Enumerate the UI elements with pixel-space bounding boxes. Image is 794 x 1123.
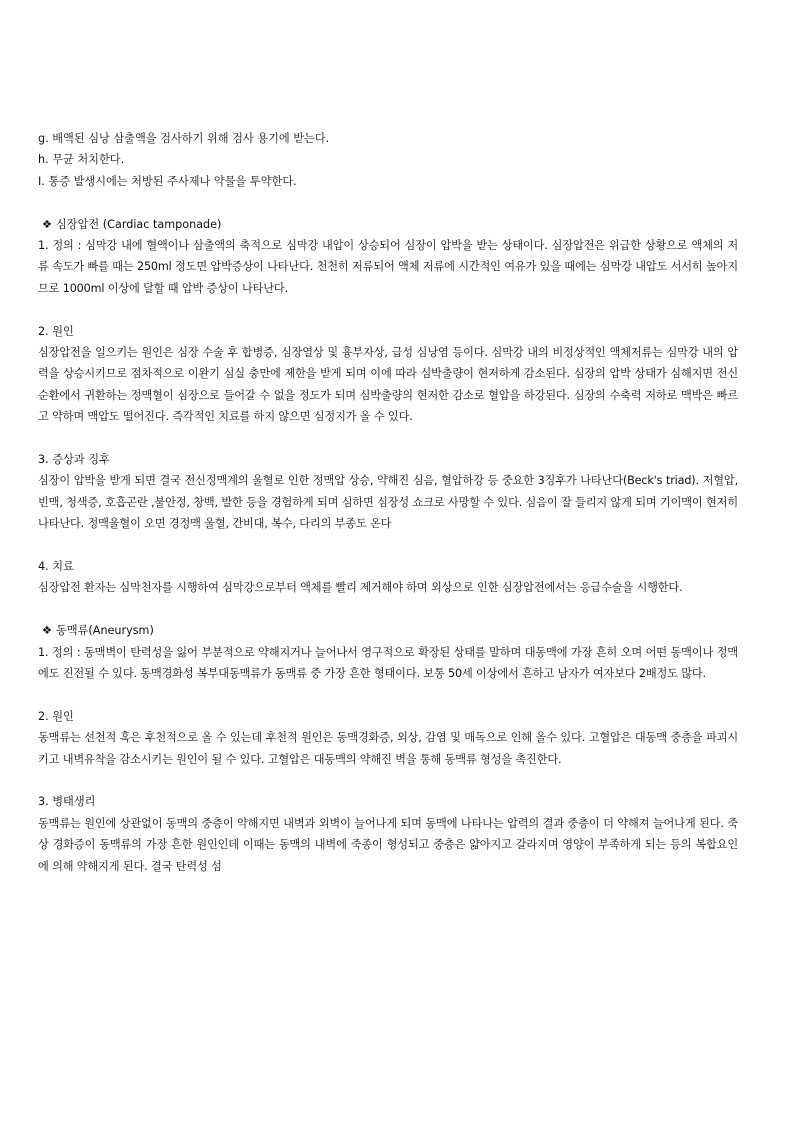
definition-paragraph: 1. 정의 : 심막강 내에 혈액이나 삼출액의 축적으로 심막강 내압이 상승되어 심장이 압박을 받는 상태이다. 심장압전은 위급한 상황으로 액체의 저류 속도가 빠를 때는 250ml 정도면 압박증상이 나타난다. 천천히 저류되어 액체 저류에 시간적인 여유가 있을 때에는 심막강 내압도 서서히 높아지므로 1000ml 이상에 달할 때 압박 증상이 나타난다. — [38, 239, 738, 295]
document-page — [38, 128, 738, 877]
section-title: 동맥류(Aneurysm) — [56, 624, 154, 638]
symptoms-paragraph: 심장이 압박을 받게 되면 결국 전신정맥계의 울혈로 인한 정맥압 상승, 약해진 심음, 혈압하강 등 중요한 3징후가 나타난다(Beck's triad). 저혈압, 빈맥, 청색증, 호흡곤란 ,불안정, 창백, 발한 등을 경험하게 되며 심하면 심장성 쇼크로 사망할 수 있다. 심음이 잘 들리지 않게 되며 기이맥이 현저히 나타난다. 정맥울혈이 오면 경정맥 울혈, 간비대, 복수, 다리의 부종도 온다 — [38, 474, 738, 531]
intro-line-h: h. 무균 처치한다. — [38, 153, 125, 167]
definition-paragraph: 1. 정의 : 동맥벽이 탄력성을 잃어 부분적으로 약해지거나 늘어나서 영구적으로 확장된 상태를 말하며 대동맥에 가장 흔히 오며 어떤 동맥이나 정맥에도 진전될 수 있다. 동맥경화성 복부대동맥류가 동맥류 중 가장 흔한 형태이다. 보통 50세 이상에서 흔하고 남자가 여자보다 2배정도 많다. — [38, 645, 738, 681]
subsection-heading: 2. 원인 — [38, 709, 74, 723]
section-title: 심장압전 (Cardiac tamponade) — [56, 217, 222, 231]
subsection-heading: 3. 병태생리 — [38, 795, 96, 809]
section-heading-aneurysm — [38, 620, 738, 641]
subsection-heading: 4. 치료 — [38, 560, 74, 574]
treatment-paragraph: 심장압전 환자는 심막천자를 시행하여 심막강으로부터 액체를 빨리 제거해야 하며 외상으로 인한 심장압전에서는 응급수술을 시행한다. — [38, 581, 683, 595]
intro-line-i: I. 통증 발생시에는 처방된 주사제나 약물을 투약한다. — [38, 174, 297, 188]
diamond-bullet-icon: ❖ — [42, 624, 53, 638]
pathophysiology-paragraph: 동맥류는 원인에 상관없이 동맥의 중층이 약해지면 내벽과 외벽이 늘어나게 되며 동맥에 나타나는 압력의 결과 중층이 더 약해져 늘어나게 된다. 죽상 경화증이 동맥류의 가장 흔한 원인인데 이때는 동맥의 내벽에 죽종이 형성되고 중층은 얇아지고 갈라지며 영양이 부족하게 되는 등의 복합요인에 의해 약해지게 된다. 결국 탄력성 섬 — [38, 816, 738, 873]
cause-paragraph: 심장압전을 일으키는 원인은 심장 수술 후 합병증, 심장열상 및 흉부자상, 급성 심낭염 등이다. 심막강 내의 비정상적인 액체저류는 심막강 내의 압력을 상승시키므로 점차적으로 이완기 심실 충만에 제한을 받게 되며 이에 따라 심박출량이 현저하게 감소된다. 심장의 압박 상태가 심해지면 전신 순환에서 귀환하는 정맥혈이 심장으로 들어갈 수 없을 정도가 되며 심박출량의 현저한 감소로 혈압을 하강된다. 심장의 수축력 저하로 맥박은 빠르고 약하며 맥압도 떨어진다. 즉각적인 치료를 하지 않으면 심정지가 올 수 있다. — [38, 346, 738, 424]
section-heading-cardiac-tamponade — [38, 214, 738, 235]
cause-paragraph: 동맥류는 선천적 혹은 후천적으로 올 수 있는데 후천적 원인은 동맥경화증, 외상, 감염 및 매독으로 인해 올수 있다. 고혈압은 대동맥 중층을 파괴시키고 내벽유착을 감소시키는 원인이 될 수 있다. 고혈압은 대동맥의 약해진 벽을 통해 동맥류 형성을 촉진한다. — [38, 731, 738, 766]
intro-line-g: g. 배액된 심낭 삼출액을 검사하기 위해 검사 용기에 받는다. — [38, 132, 330, 145]
subsection-heading: 3. 증상과 징후 — [38, 453, 110, 467]
diamond-bullet-icon: ❖ — [42, 217, 53, 231]
subsection-heading: 2. 원인 — [38, 324, 74, 338]
